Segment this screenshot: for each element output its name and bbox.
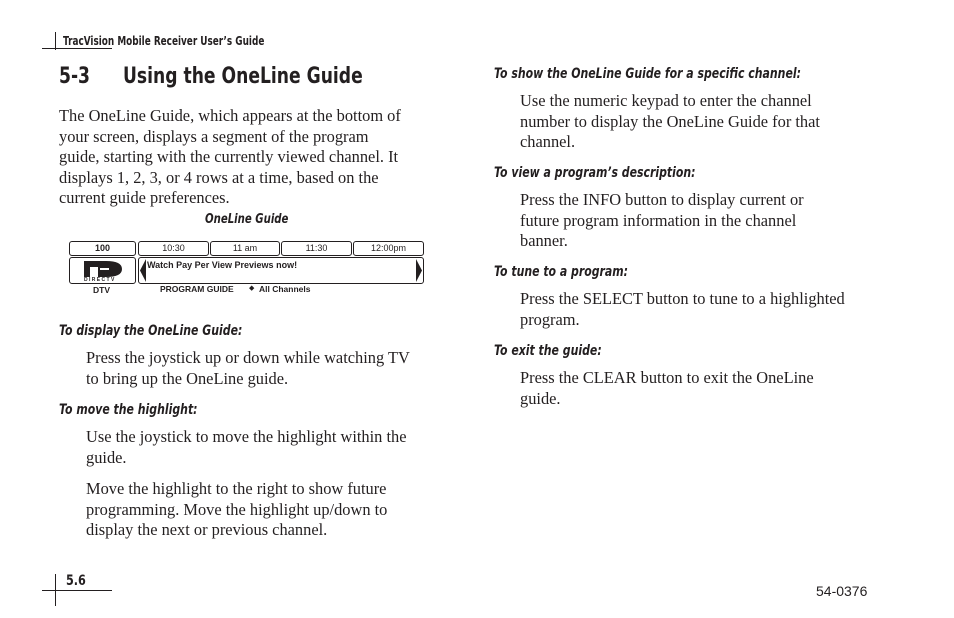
text-line: Press the INFO button to display current or <box>520 190 804 209</box>
header-rule <box>42 48 112 49</box>
intro-line: The OneLine Guide, which appears at the bottom of <box>59 106 401 125</box>
procedure-heading: To view a program’s description: <box>494 165 696 181</box>
program-bar <box>138 257 424 284</box>
time-cell <box>210 241 280 256</box>
intro-line: current guide preferences. <box>59 188 230 207</box>
program-guide-label: PROGRAM GUIDE <box>160 284 234 294</box>
time-label: 12:00pm <box>370 243 407 253</box>
text-line: Press the joystick up or down while watching TV <box>86 348 410 367</box>
text-line: Use the numeric keypad to enter the channel <box>520 91 812 110</box>
text-line: future program information in the channel <box>520 210 797 230</box>
intro-paragraph <box>59 106 401 209</box>
procedure-heading: To show the OneLine Guide for a specific channel: <box>494 66 801 82</box>
text-line: guide. <box>86 447 127 467</box>
text-line: Use the joystick to move the highlight within the <box>86 427 407 446</box>
procedure-text <box>86 479 387 541</box>
channel-logo-box <box>69 257 136 284</box>
section-number: 5-3 <box>59 64 91 89</box>
procedure-text <box>520 289 845 330</box>
procedure-heading: To move the highlight: <box>59 402 198 418</box>
document-number: 54-0376 <box>816 583 868 599</box>
channel-name: DTV <box>93 285 110 295</box>
channel-number-cell <box>69 241 136 256</box>
text-line: programming. Move the highlight up/down to <box>86 499 388 519</box>
section-title: Using the OneLine Guide <box>123 64 363 89</box>
procedure-text <box>86 348 410 389</box>
procedure-heading: To display the OneLine Guide: <box>59 323 243 339</box>
text-line: banner. <box>520 231 568 250</box>
procedure-heading: To tune to a program: <box>494 264 629 280</box>
time-label: 10:30 <box>162 243 185 253</box>
text-line: to bring up the OneLine guide. <box>86 368 289 388</box>
intro-line: guide, starting with the currently viewed channel. It <box>59 147 399 166</box>
time-label: 11 am <box>232 243 258 253</box>
right-arrow-icon <box>416 258 422 283</box>
text-line: Press the SELECT button to tune to a highlighted <box>520 289 845 308</box>
footer-rule <box>42 590 112 591</box>
time-cell <box>353 241 424 256</box>
intro-line: your screen, displays a segment of the program <box>59 126 369 146</box>
left-arrow-icon <box>140 258 146 283</box>
time-cell <box>138 241 209 256</box>
text-line: number to display the OneLine Guide for that <box>520 111 820 131</box>
procedure-heading: To exit the guide: <box>494 343 602 359</box>
bullet-icon: ◆ <box>249 285 255 292</box>
procedure-text <box>86 427 407 468</box>
channel-number: 100 <box>94 243 111 253</box>
program-title: Watch Pay Per View Previews now! <box>147 260 298 270</box>
running-header: TracVision Mobile Receiver User’s Guide <box>63 34 265 48</box>
procedure-text <box>520 368 814 409</box>
procedure-text <box>520 190 804 252</box>
text-line: guide. <box>520 388 561 408</box>
all-channels-label: All Channels <box>259 284 311 294</box>
text-line: channel. <box>520 132 576 151</box>
time-label: 11:30 <box>305 243 328 253</box>
text-line: Move the highlight to the right to show future <box>86 479 387 498</box>
intro-line: displays 1, 2, 3, or 4 rows at a time, based on the <box>59 167 379 187</box>
text-line: Press the CLEAR button to exit the OneLine <box>520 368 814 387</box>
text-line: display the next or previous channel. <box>86 520 328 539</box>
logo-text: DIRECTV <box>84 277 116 283</box>
figure-caption: OneLine Guide <box>205 212 289 227</box>
procedure-text <box>520 91 820 153</box>
text-line: program. <box>520 309 580 329</box>
page-number: 5.6 <box>66 573 86 589</box>
time-cell <box>281 241 352 256</box>
